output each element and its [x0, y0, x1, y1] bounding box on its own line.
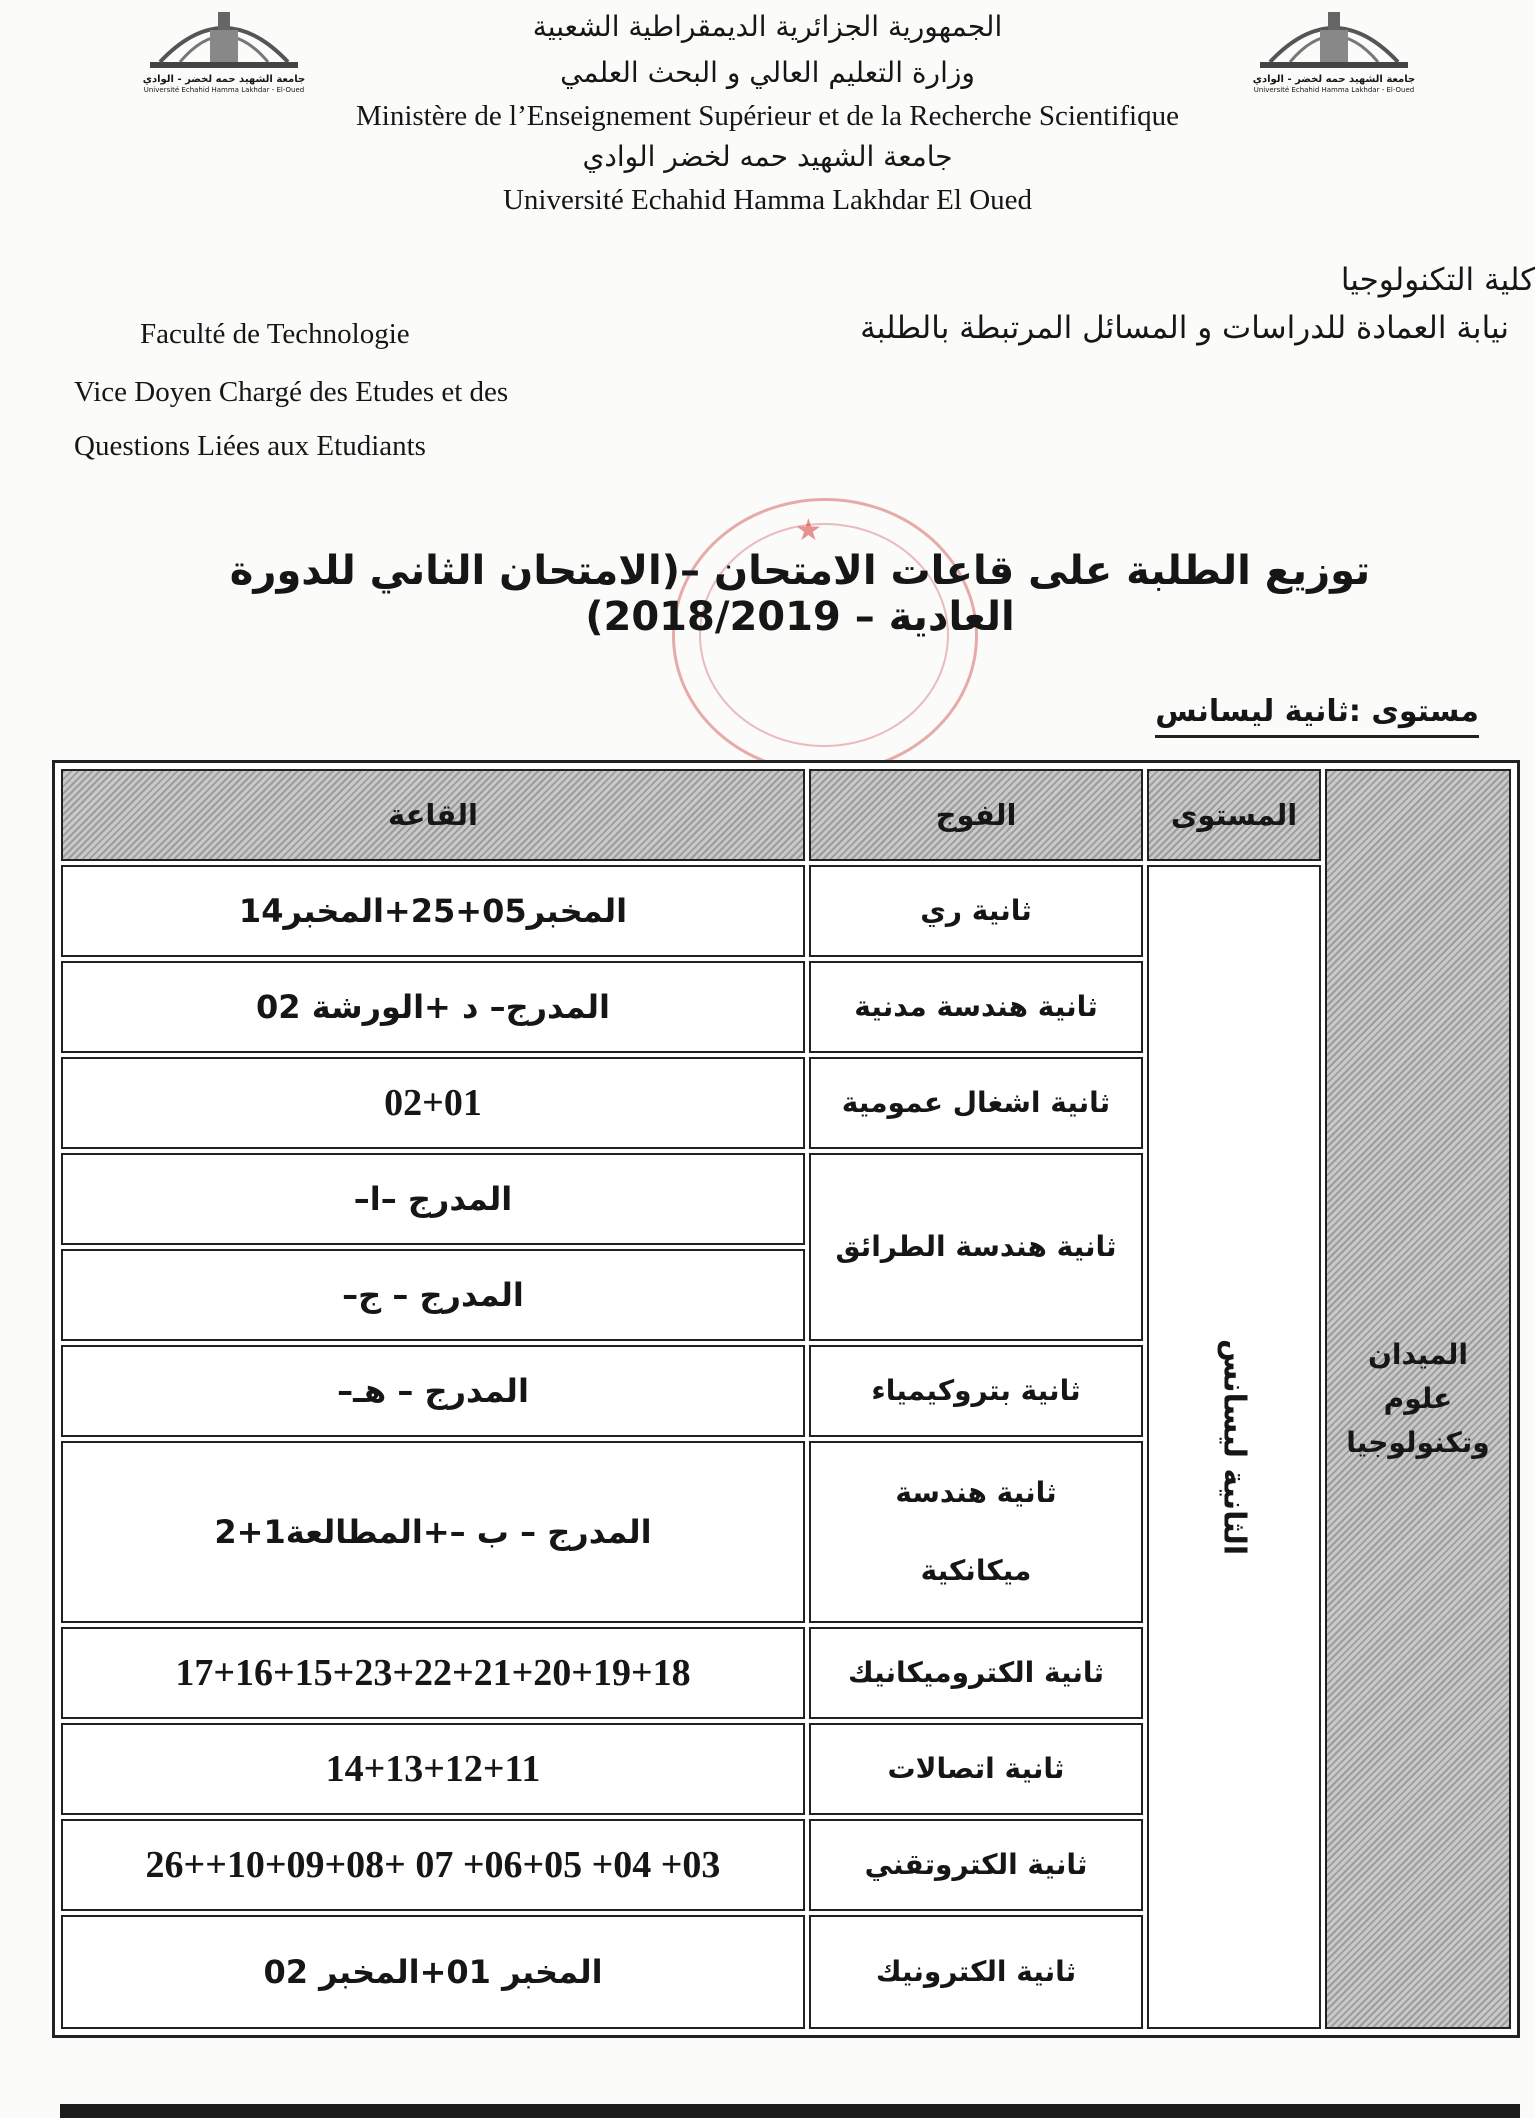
field-value-line2: وتكنولوجيا: [1346, 1426, 1490, 1459]
level-cell: [1147, 865, 1321, 2029]
field-label: الميدان: [1368, 1338, 1468, 1371]
table-row-room: المدرج– د +الورشة 02: [61, 961, 805, 1053]
table-row-group: ثانية ري: [809, 865, 1143, 957]
page-title: توزيع الطلبة على قاعات الامتحان –(الامتحان الثاني للدورة العادية – 2018/2019): [229, 548, 1371, 640]
stamp-star-icon: ★: [795, 513, 822, 548]
faculty-name-ar: كلية التكنولوجيا: [1340, 262, 1535, 298]
table-row-group: ثانية هندسة مدنية: [809, 961, 1143, 1053]
faculty-name-fr: Faculté de Technologie: [140, 318, 410, 350]
field-cell: [1325, 769, 1511, 2029]
header-group: الفوج: [809, 769, 1143, 861]
logo-name-ar: جامعة الشهيد حمه لخضر - الوادي: [142, 74, 306, 85]
table-row-room: 02+01: [61, 1057, 805, 1149]
level-label: مستوى :ثانية ليسانس: [1155, 694, 1479, 738]
table-row-group: ثانية الكتروتقني: [809, 1819, 1143, 1911]
table-row-group: ثانية بتروكيمياء: [809, 1345, 1143, 1437]
table-row-room: 17+16+15+23+22+21+20+19+18: [61, 1627, 805, 1719]
vice-dean-fr-line2: Questions Liées aux Etudiants: [74, 430, 426, 462]
vice-dean-fr-line1: Vice Doyen Chargé des Etudes et des: [74, 376, 509, 408]
level-value: الثانية ليسانس: [1216, 1338, 1252, 1556]
table-row-room: المدرج –ا–: [61, 1153, 805, 1245]
vice-dean-ar: نيابة العمادة للدراسات و المسائل المرتبطة بالطلبة: [860, 310, 1509, 346]
table-row-room: المدرج – ب –+المطالعة1+2: [61, 1441, 805, 1623]
bottom-border-bar: [60, 2104, 1520, 2118]
table-row-group: ثانية هندسة ميكانكية: [809, 1441, 1143, 1623]
table-row-room: 14+13+12+11: [61, 1723, 805, 1815]
header-level: المستوى: [1147, 769, 1321, 861]
header-room: القاعة: [61, 769, 805, 861]
table-row-room: المدرج – ج–: [61, 1249, 805, 1341]
university-name-ar: جامعة الشهيد حمه لخضر الوادي: [582, 140, 953, 173]
logo-name-ar: جامعة الشهيد حمه لخضر - الوادي: [1252, 74, 1416, 85]
table-row-group: ثانية اتصالات: [809, 1723, 1143, 1815]
logo-name-fr: Université Echahid Hamma Lakhdar - El-Oued: [143, 86, 305, 94]
table-row-group: ثانية الكتروميكانيك: [809, 1627, 1143, 1719]
ministry-name-fr: Ministère de l’Enseignement Supérieur et de la Recherche Scientifique: [356, 100, 1179, 132]
table-row-group: ثانية الكترونيك: [809, 1915, 1143, 2029]
table-row-room: المدرج – هـ–: [61, 1345, 805, 1437]
table-row-group: ثانية هندسة الطرائق: [809, 1153, 1143, 1341]
field-value-line1: علوم: [1383, 1382, 1453, 1415]
distribution-table: [52, 760, 1520, 2038]
ministry-name-ar: وزارة التعليم العالي و البحث العلمي: [560, 56, 975, 89]
republic-name: الجمهورية الجزائرية الديمقراطية الشعبية: [532, 10, 1003, 43]
logo-name-fr: Université Echahid Hamma Lakhdar - El-Oued: [1253, 86, 1415, 94]
table-row-room: المخبر 01+المخبر 02: [61, 1915, 805, 2029]
university-name-fr: Université Echahid Hamma Lakhdar El Oued: [502, 184, 1033, 216]
table-row-room: المخبر05+25+المخبر14: [61, 865, 805, 957]
table-row-group: ثانية اشغال عمومية: [809, 1057, 1143, 1149]
table-row-room: 26++10+09+08+ 07 +06+05 +04 +03: [61, 1819, 805, 1911]
